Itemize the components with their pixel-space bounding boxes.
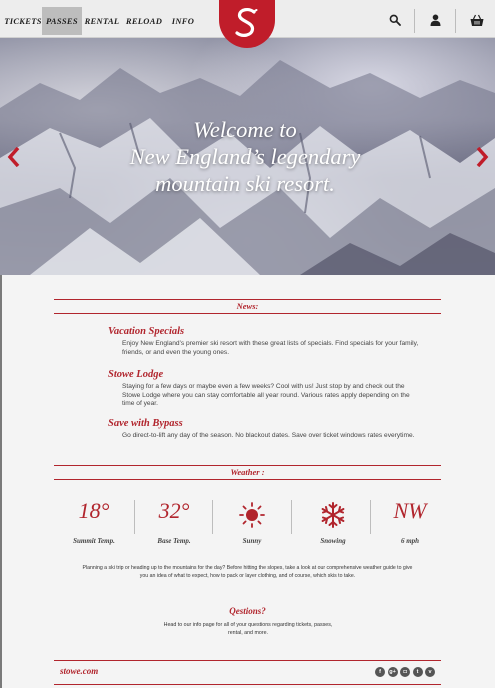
footer-site-link[interactable]: stowe.com (60, 666, 99, 676)
nav-item-rental[interactable]: RENTAL (84, 16, 120, 26)
weather-divider (134, 500, 135, 534)
hero-line-1: Welcome to (193, 117, 297, 142)
news-body-vacation-specials: Enjoy New England’s premier ski resort with these great lists of specials. Find specials for your family, friends, or and even the young ones. (122, 340, 419, 356)
account-icon[interactable] (424, 9, 446, 31)
nav-menu (4, 7, 200, 35)
chevron-right-icon[interactable] (475, 147, 489, 167)
weather-divider (291, 500, 292, 534)
summit-temp-value: 18° (78, 498, 110, 523)
snowflake-icon (320, 502, 346, 528)
questions-text: Head to our info page for all of your questions regarding tickets, passes, rental, and more. (163, 622, 333, 636)
weather-wind (372, 498, 448, 548)
weather-summit-temp (56, 498, 132, 548)
news-body-stowe-lodge: Staying for a few days or maybe even a few weeks? Cool with us! Just stop by and check out the Stowe Lodge where you can stay comfortable all year round. Various rates apply depending on the time of year. (122, 383, 410, 408)
weather-guide-text: Planning a ski trip or heading up to the mountains for the day? Before hitting the slopes, take a look at our comprehensive weather guide to give you an idea of what to expect, how to pack or layer clothing, and of course, which skis to take. (82, 565, 413, 579)
weather-divider (370, 500, 371, 534)
search-icon[interactable] (384, 9, 406, 31)
weather-conditions (214, 498, 290, 548)
nav-item-tickets[interactable]: TICKETS (4, 16, 42, 26)
weather-snow (295, 498, 371, 548)
hero-line-2: New England’s legendary (129, 144, 361, 169)
twitter-icon[interactable]: t (413, 667, 423, 677)
wind-direction-value: NW (393, 498, 427, 523)
cart-icon[interactable] (466, 9, 488, 31)
facebook-icon[interactable]: f (375, 667, 385, 677)
news-body-save-with-bypass: Go direct-to-lift any day of the season. No blackout dates. Save over ticket windows rates everytime. (122, 432, 415, 439)
sun-icon (239, 502, 265, 528)
base-temp-value: 32° (158, 498, 190, 523)
nav-divider (455, 9, 456, 33)
nav-item-info[interactable]: INFO (171, 16, 195, 26)
questions-title[interactable]: Qestions? (229, 606, 266, 616)
news-title-vacation-specials[interactable]: Vacation Specials (108, 326, 185, 337)
weather-label: Weather : (230, 467, 265, 477)
news-title-save-with-bypass[interactable]: Save with Bypass (108, 418, 183, 429)
snow-label: Snowing (320, 537, 346, 545)
hero-banner (0, 38, 495, 275)
weather-rule-top (54, 465, 441, 466)
news-rule-top (54, 299, 441, 300)
google-plus-icon[interactable]: g+ (389, 669, 396, 675)
vine-icon[interactable]: v (425, 667, 435, 677)
chevron-left-icon[interactable] (7, 147, 21, 167)
news-label: News: (236, 301, 259, 311)
logo-s-mark (232, 6, 262, 42)
nav-item-reload[interactable]: RELOAD (125, 16, 163, 26)
hero-headline (90, 116, 400, 197)
summit-temp-label: Summit Temp. (73, 537, 115, 545)
news-title-stowe-lodge[interactable]: Stowe Lodge (108, 369, 164, 380)
news-rule-bottom (54, 313, 441, 314)
footer-rule-bottom (54, 684, 441, 685)
footer-rule-top (54, 660, 441, 661)
nav-item-passes[interactable]: PASSES (42, 7, 82, 35)
hero-line-3: mountain ski resort. (155, 171, 335, 196)
weather-divider (212, 500, 213, 534)
conditions-label: Sunny (242, 537, 262, 545)
wind-speed-label: 6 mph (400, 537, 420, 545)
weather-base-temp (136, 498, 212, 548)
social-links (375, 667, 435, 677)
base-temp-label: Base Temp. (157, 537, 191, 545)
weather-rule-bottom (54, 479, 441, 480)
nav-divider (414, 9, 415, 33)
instagram-icon[interactable]: ◘ (400, 667, 410, 677)
